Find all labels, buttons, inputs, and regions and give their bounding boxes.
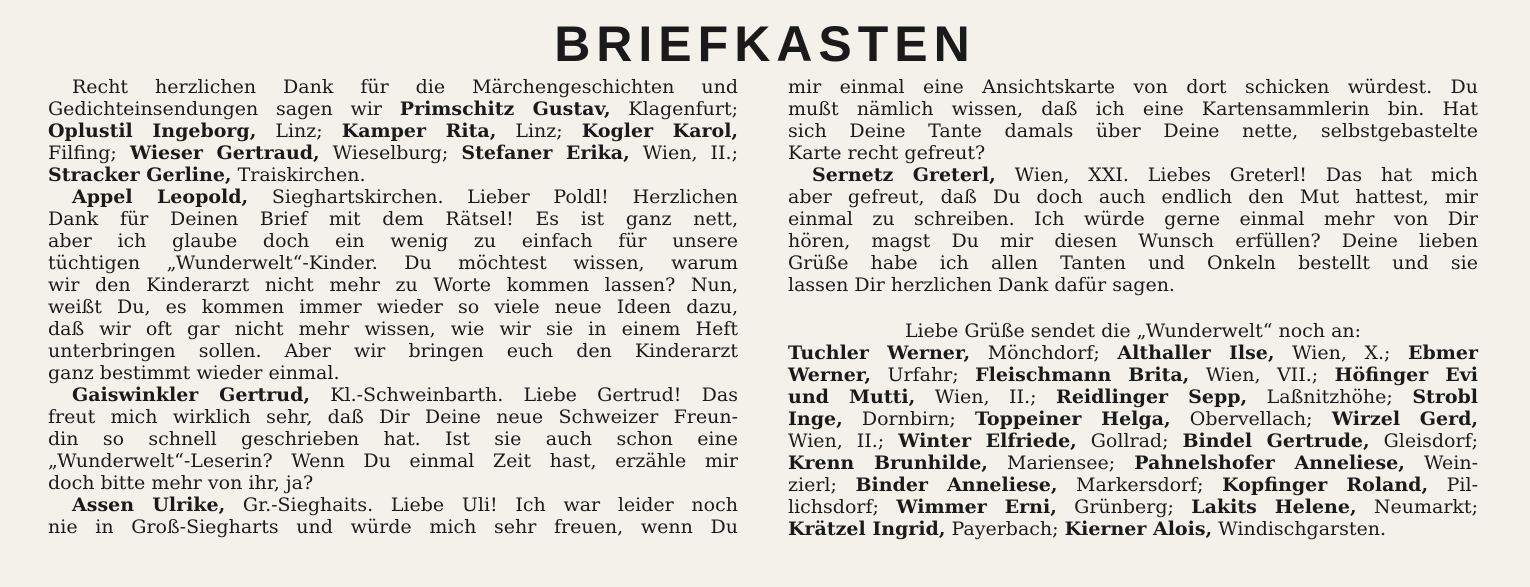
text-run: Linz; bbox=[256, 120, 342, 142]
text-line bbox=[788, 120, 1478, 142]
text-run: Sieghartskirchen. Lieber Poldl! Herzlichen bbox=[248, 186, 738, 208]
text-run: Payerbach; bbox=[945, 518, 1065, 540]
text-run: Gollrad; bbox=[1076, 430, 1183, 452]
name-bold: Appel Leopold, bbox=[72, 186, 249, 208]
text-line bbox=[788, 496, 1478, 518]
text-run: Gr.-Sieghaits. Liebe Uli! Ich war leider noch bbox=[225, 494, 738, 516]
text-run: Liebe Grüße sendet die „Wunderwelt“ noch an: bbox=[904, 320, 1362, 342]
text-run: unterbringen sollen. Aber wir bringen euch den Kinderarzt bbox=[48, 340, 738, 362]
text-line bbox=[48, 76, 738, 98]
text-line bbox=[48, 120, 738, 142]
text-line bbox=[48, 428, 738, 450]
text-line bbox=[788, 98, 1478, 120]
text-run: Mariensee; bbox=[987, 452, 1135, 474]
text-line bbox=[788, 386, 1478, 408]
text-line bbox=[788, 342, 1478, 364]
text-line bbox=[788, 76, 1478, 98]
text-line bbox=[788, 208, 1478, 230]
text-line bbox=[48, 142, 738, 164]
name-bold: Stefaner Erika, bbox=[461, 142, 630, 164]
text-run: zierl; bbox=[788, 474, 856, 496]
name-bold: Primschitz Gustav, bbox=[399, 98, 611, 120]
text-line bbox=[48, 516, 738, 538]
name-bold: Wieser Gertraud, bbox=[129, 142, 320, 164]
name-bold: Strobl bbox=[1412, 386, 1479, 408]
text-run: Wien, XXI. Liebes Greterl! Das hat mich bbox=[995, 164, 1478, 186]
text-run: Recht herzlichen Dank für die Märchengeschichten und bbox=[72, 76, 738, 98]
text-run: tüchtigen „Wunderwelt“-Kinder. Du möchtest wissen, warum bbox=[48, 252, 738, 274]
text-run: mir einmal eine Ansichtskarte von dort schicken würdest. Du bbox=[788, 76, 1478, 98]
paragraph-gap bbox=[788, 296, 1478, 320]
name-bold: Krenn Brunhilde, bbox=[788, 452, 988, 474]
text-line bbox=[48, 230, 738, 252]
text-line bbox=[48, 318, 738, 340]
text-run: Gleisdorf; bbox=[1369, 430, 1479, 452]
name-bold: Tuchler Werner, bbox=[788, 342, 971, 364]
name-bold: Pahnelshofer Anneliese, bbox=[1134, 452, 1405, 474]
text-run: aber gefreut, daß Du doch auch endlich den Mut hattest, mir bbox=[788, 186, 1478, 208]
text-run: Grünberg; bbox=[1056, 496, 1192, 518]
text-run: Markersdorf; bbox=[1057, 474, 1223, 496]
text-run: din so schnell geschrieben hat. Ist sie auch schon eine bbox=[48, 428, 738, 450]
name-bold: und Mutti, bbox=[788, 386, 916, 408]
text-line bbox=[788, 474, 1478, 496]
text-run: einmal zu schreiben. Ich würde gerne einmal mehr von Dir bbox=[788, 208, 1478, 230]
text-line bbox=[48, 494, 738, 516]
text-run: Kl.-Schweinbarth. Liebe Gertrud! Das bbox=[310, 384, 738, 406]
text-line bbox=[48, 362, 738, 384]
name-bold: Inge, bbox=[788, 408, 843, 430]
text-run: „Wunderwelt“-Leserin? Wenn Du einmal Zeit hast, erzähle mir bbox=[48, 450, 738, 472]
name-bold: Reidlinger Sepp, bbox=[1056, 386, 1248, 408]
text-run: Wien, X.; bbox=[1274, 342, 1409, 364]
text-line bbox=[48, 406, 738, 428]
text-run: aber ich glaube doch ein wenig zu einfach für unsere bbox=[48, 230, 738, 252]
text-run: Pil- bbox=[1428, 474, 1478, 496]
text-run: Linz; bbox=[496, 120, 582, 142]
text-line bbox=[788, 518, 1478, 540]
text-line bbox=[48, 252, 738, 274]
text-run: Dank für Deinen Brief mit dem Rätsel! Es ist ganz nett, bbox=[48, 208, 738, 230]
right-column bbox=[788, 76, 1478, 540]
page-title: BRIEFKASTEN bbox=[554, 16, 976, 72]
name-bold: Kamper Rita, bbox=[341, 120, 497, 142]
name-bold: Kopfinger Roland, bbox=[1222, 474, 1429, 496]
text-line bbox=[788, 142, 1478, 164]
text-run: Wien, II.; bbox=[629, 142, 738, 164]
text-run: Filfing; bbox=[48, 142, 130, 164]
text-run: hören, magst Du mir diesen Wunsch erfüllen? Deine lieben bbox=[788, 230, 1478, 252]
text-line bbox=[48, 186, 738, 208]
name-bold: Bindel Gertrude, bbox=[1182, 430, 1370, 452]
text-run: doch bitte mehr von ihr, ja? bbox=[48, 472, 314, 494]
text-run: lichsdorf; bbox=[788, 496, 897, 518]
text-run: Klagenfurt; bbox=[610, 98, 739, 120]
text-line bbox=[788, 320, 1478, 342]
text-run: weißt Du, es kommen immer wieder so viele neue Ideen dazu, bbox=[48, 296, 738, 318]
text-line bbox=[788, 186, 1478, 208]
name-bold: Höfinger Evi bbox=[1334, 364, 1478, 386]
text-line bbox=[788, 252, 1478, 274]
text-run: Wien, II.; bbox=[915, 386, 1057, 408]
text-run: Karte recht gefreut? bbox=[788, 142, 986, 164]
text-run: sich Deine Tante damals über Deine nette, selbstgebastelte bbox=[788, 120, 1478, 142]
text-run: Urfahr; bbox=[871, 364, 976, 386]
name-bold: Lakits Helene, bbox=[1191, 496, 1357, 518]
text-run: Traiskirchen. bbox=[231, 164, 366, 186]
name-bold: Binder Anneliese, bbox=[855, 474, 1058, 496]
text-run: Mönchdorf; bbox=[970, 342, 1118, 364]
name-bold: Winter Elfriede, bbox=[898, 430, 1077, 452]
name-bold: Wimmer Erni, bbox=[896, 496, 1057, 518]
text-line bbox=[788, 430, 1478, 452]
text-line bbox=[48, 98, 738, 120]
text-run: ganz bestimmt wieder einmal. bbox=[48, 362, 340, 384]
name-bold: Wirzel Gerd, bbox=[1331, 408, 1479, 430]
text-line bbox=[788, 408, 1478, 430]
name-bold: Toppeiner Helga, bbox=[974, 408, 1171, 430]
name-bold: Kierner Alois, bbox=[1064, 518, 1213, 540]
text-run: Wien, II.; bbox=[788, 430, 899, 452]
text-line bbox=[788, 230, 1478, 252]
name-bold: Althaller Ilse, bbox=[1117, 342, 1275, 364]
text-line bbox=[788, 164, 1478, 186]
text-run: Wein- bbox=[1404, 452, 1478, 474]
text-line bbox=[48, 384, 738, 406]
name-bold: Ebmer bbox=[1408, 342, 1478, 364]
text-line bbox=[788, 274, 1478, 296]
text-run: Grüße habe ich allen Tanten und Onkeln bestellt und sie bbox=[788, 252, 1478, 274]
name-bold: Oplustil Ingeborg, bbox=[48, 120, 257, 142]
text-run: Dornbirn; bbox=[842, 408, 975, 430]
text-line bbox=[788, 364, 1478, 386]
text-run: mußt nämlich wissen, daß ich eine Kartensammlerin bin. Hat bbox=[788, 98, 1478, 120]
text-line bbox=[788, 452, 1478, 474]
text-run: nie in Groß-Siegharts und würde mich sehr freuen, wenn Du bbox=[48, 516, 738, 538]
text-run: lassen Dir herzlichen Dank dafür sagen. bbox=[788, 274, 1175, 296]
text-line bbox=[48, 296, 738, 318]
text-run: Wien, VII.; bbox=[1189, 364, 1335, 386]
text-run: wir den Kinderarzt nicht mehr zu Worte kommen lassen? Nun, bbox=[48, 274, 738, 296]
text-run: Neumarkt; bbox=[1356, 496, 1478, 518]
name-bold: Krätzel Ingrid, bbox=[788, 518, 946, 540]
text-line bbox=[48, 450, 738, 472]
text-run: Wieselburg; bbox=[319, 142, 462, 164]
text-run: freut mich wirklich sehr, daß Dir Deine neue Schweizer Freun- bbox=[48, 406, 738, 428]
name-bold: Gaiswinkler Gertrud, bbox=[72, 384, 311, 406]
text-run: Gedichteinsendungen sagen wir bbox=[48, 98, 400, 120]
text-run: daß wir oft gar nicht mehr wissen, wie wir sie in einem Heft bbox=[48, 318, 738, 340]
name-bold: Fleischmann Brita, bbox=[975, 364, 1190, 386]
name-bold: Werner, bbox=[788, 364, 872, 386]
text-line bbox=[48, 340, 738, 362]
text-run: Laßnitzhöhe; bbox=[1247, 386, 1413, 408]
text-line bbox=[48, 274, 738, 296]
name-bold: Assen Ulrike, bbox=[72, 494, 226, 516]
text-run: Obervellach; bbox=[1170, 408, 1332, 430]
text-line bbox=[48, 208, 738, 230]
text-line bbox=[48, 472, 738, 494]
text-line bbox=[48, 164, 738, 186]
name-bold: Sernetz Greterl, bbox=[812, 164, 996, 186]
text-run: Windischgarsten. bbox=[1212, 518, 1387, 540]
name-bold: Kogler Karol, bbox=[581, 120, 739, 142]
name-bold: Stracker Gerline, bbox=[48, 164, 232, 186]
left-column bbox=[48, 76, 738, 538]
